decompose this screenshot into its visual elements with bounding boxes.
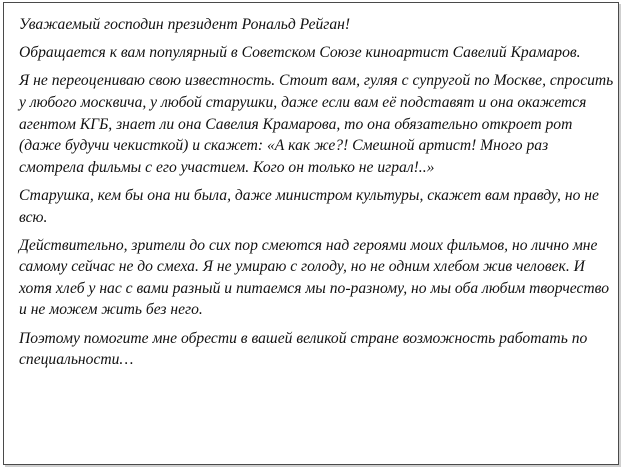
- letter-paragraph-creativity: Действительно, зрители до сих пор смеются над героями моих фильмов, но лично мне самому сейчас не до смеха. Я не умираю с голоду, но не одним хлебом жив человек. И хотя хлеб у нас с вами разный и питаемся мы по-разному, но мы оба любим творчество и не можем жить без него.: [19, 236, 610, 319]
- document-frame: [3, 2, 619, 465]
- letter-paragraph-truth: Старушка, кем бы она ни была, даже министром культуры, скажет вам правду, но не всю.: [19, 186, 599, 226]
- letter-paragraph-fame: Я не переоцениваю свою известность. Стоит вам, гуляя с супругой по Москве, спросить у любого москвича, у любой старушки, даже если вам её подставят и она окажется агентом КГБ, знает ли она Савелия Крамарова, то она обязательно откроет рот (даже будучи чекисткой) и скажет: «А как же?! Смешной артист! Много раз смотрела фильмы с его участием. Кого он только не играл!..»: [19, 72, 614, 176]
- letter-text: [19, 14, 615, 377]
- letter-paragraph-intro: Обращается к вам популярный в Советском Союзе киноартист Савелий Крамаров.: [19, 44, 581, 62]
- letter-greeting: Уважаемый господин президент Рональд Рейган!: [19, 16, 351, 33]
- letter-paragraph-request: Поэтому помогите мне обрести в вашей великой стране возможность работать по специальности…: [19, 329, 588, 369]
